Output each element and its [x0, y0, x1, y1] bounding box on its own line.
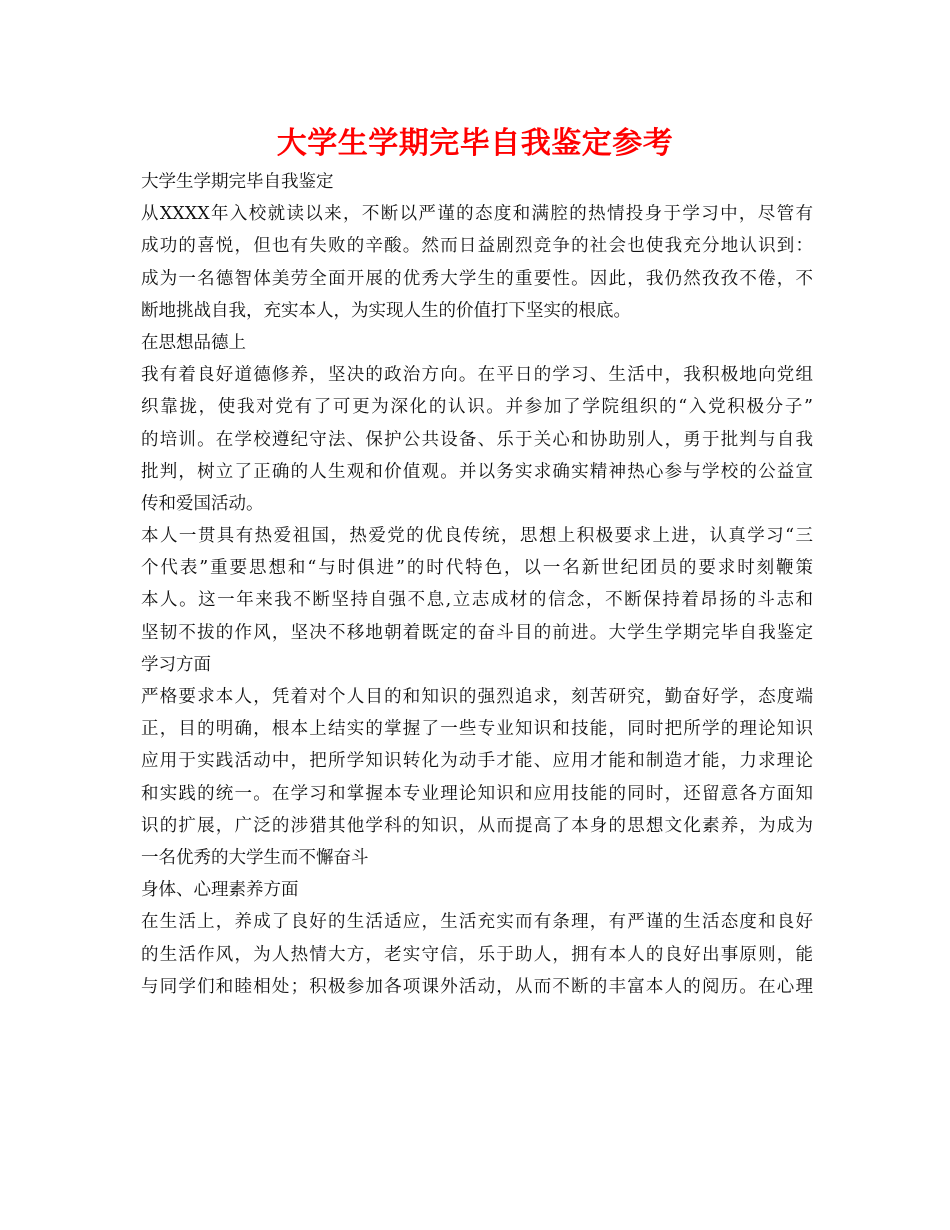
body-line: 成功的喜悦，但也有失败的辛酸。然而日益剧烈竞争的社会也使我充分地认识到：: [141, 236, 813, 257]
body-line: 从XXXX年入校就读以来，不断以严谨的态度和满腔的热情投身于学习中，尽管有: [141, 204, 813, 225]
body-line: 的培训。在学校遵纪守法、保护公共设备、乐于关心和协助别人，勇于批判与自我: [141, 429, 813, 450]
body-line: 坚韧不拔的作风，坚决不移地朝着既定的奋斗目的前进。大学生学期完毕自我鉴定: [141, 622, 813, 643]
body-line: 本人一贯具有热爱祖国，热爱党的优良传统，思想上积极要求上进，认真学习“三: [141, 526, 813, 547]
document-title: 大学生学期完毕自我鉴定参考: [276, 126, 674, 161]
body-line: 断地挑战自我，充实本人，为实现人生的价值打下坚实的根底。: [141, 300, 631, 321]
body-line: 传和爱国活动。: [141, 493, 264, 514]
body-line: 批判，树立了正确的人生观和价值观。并以务实求确实精神热心参与学校的公益宣: [141, 461, 813, 482]
body-line: 一名优秀的大学生而不懈奋斗: [141, 847, 369, 868]
body-line: 的生活作风，为人热情大方，老实守信，乐于助人，拥有本人的良好出事原则，能: [141, 944, 813, 965]
body-line: 在思想品德上: [141, 332, 246, 353]
document-body: [141, 166, 813, 1003]
body-line: 与同学们和睦相处；积极参加各项课外活动，从而不断的丰富本人的阅历。在心理: [141, 976, 813, 997]
body-line: 成为一名德智体美劳全面开展的优秀大学生的重要性。因此，我仍然孜孜不倦，不: [141, 268, 813, 289]
body-line: 我有着良好道德修养，坚决的政治方向。在平日的学习、生活中，我积极地向党组: [141, 365, 813, 386]
body-line: 身体、心理素养方面: [141, 880, 299, 901]
body-line: 大学生学期完毕自我鉴定: [141, 172, 334, 192]
body-line: 和实践的统一。在学习和掌握本专业理论知识和应用技能的同时，还留意各方面知: [141, 783, 813, 804]
body-line: 识的扩展，广泛的涉猎其他学科的知识，从而提高了本身的思想文化素养，为成为: [141, 815, 813, 836]
body-line: 本人。这一年来我不断坚持自强不息,立志成材的信念，不断保持着昂扬的斗志和: [141, 590, 813, 611]
body-line: 正，目的明确，根本上结实的掌握了一些专业知识和技能，同时把所学的理论知识: [141, 719, 813, 740]
body-line: 学习方面: [141, 654, 211, 675]
body-line: 应用于实践活动中，把所学知识转化为动手才能、应用才能和制造才能，力求理论: [141, 751, 813, 772]
body-line: 个代表”重要思想和“与时俱进”的时代特色，以一名新世纪团员的要求时刻鞭策: [141, 558, 813, 579]
body-line: 织靠拢，使我对党有了可更为深化的认识。并参加了学院组织的“入党积极分子”: [141, 397, 813, 418]
body-line: 严格要求本人，凭着对个人目的和知识的强烈追求，刻苦研究，勤奋好学，态度端: [141, 687, 813, 707]
body-line: 在生活上，养成了良好的生活适应，生活充实而有条理，有严谨的生活态度和良好: [141, 912, 813, 933]
